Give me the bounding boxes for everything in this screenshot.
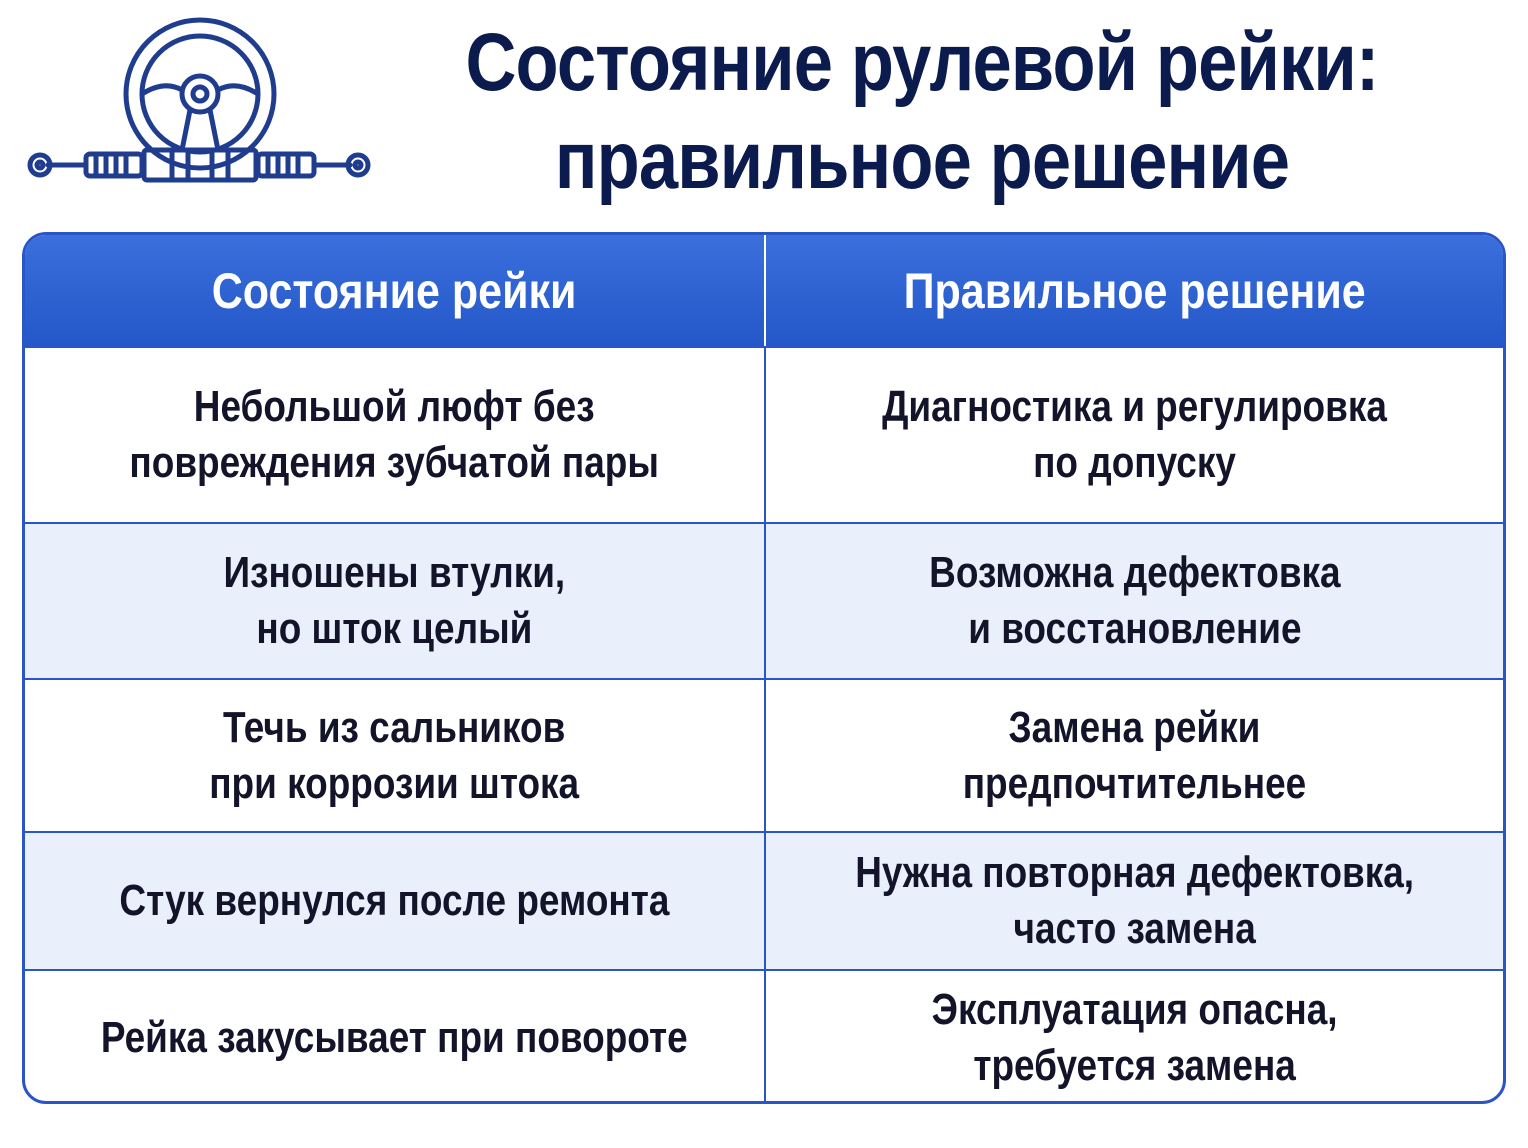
table-row bbox=[25, 969, 1503, 1104]
page-title-line-1: Состояние рулевой рейки: bbox=[465, 17, 1379, 108]
solution-cell: Диагностика и регулировка по допуску bbox=[882, 382, 1387, 487]
header bbox=[0, 0, 1528, 228]
page-title-line-2: правильное решение bbox=[554, 115, 1290, 206]
table-row bbox=[25, 522, 1503, 678]
solution-cell: Нужна повторная дефектовка, часто замена bbox=[855, 848, 1414, 953]
steering-rack-icon bbox=[24, 10, 374, 198]
solution-cell: Замена рейки предпочтительнее bbox=[962, 702, 1307, 808]
solution-cell: Эксплуатация опасна, требуется замена bbox=[931, 984, 1338, 1090]
solution-cell: Возможна дефектовка и восстановление bbox=[928, 548, 1341, 653]
table-row bbox=[25, 831, 1503, 969]
column-header-condition: Состояние рейки bbox=[25, 235, 766, 346]
comparison-table bbox=[22, 232, 1506, 1104]
condition-cell: Стук вернулся после ремонта bbox=[25, 833, 766, 969]
condition-cell: Течь из сальников при коррозии штока bbox=[25, 680, 766, 831]
table-row bbox=[25, 678, 1503, 831]
condition-cell: Небольшой люфт без повреждения зубчатой пары bbox=[25, 348, 766, 522]
page-title bbox=[449, 14, 1395, 210]
column-header-solution: Правильное решение bbox=[903, 262, 1366, 319]
table-row bbox=[25, 346, 1503, 522]
table-header bbox=[25, 235, 1503, 346]
condition-cell: Рейка закусывает при повороте bbox=[25, 971, 766, 1104]
condition-cell: Изношены втулки, но шток целый bbox=[25, 524, 766, 678]
